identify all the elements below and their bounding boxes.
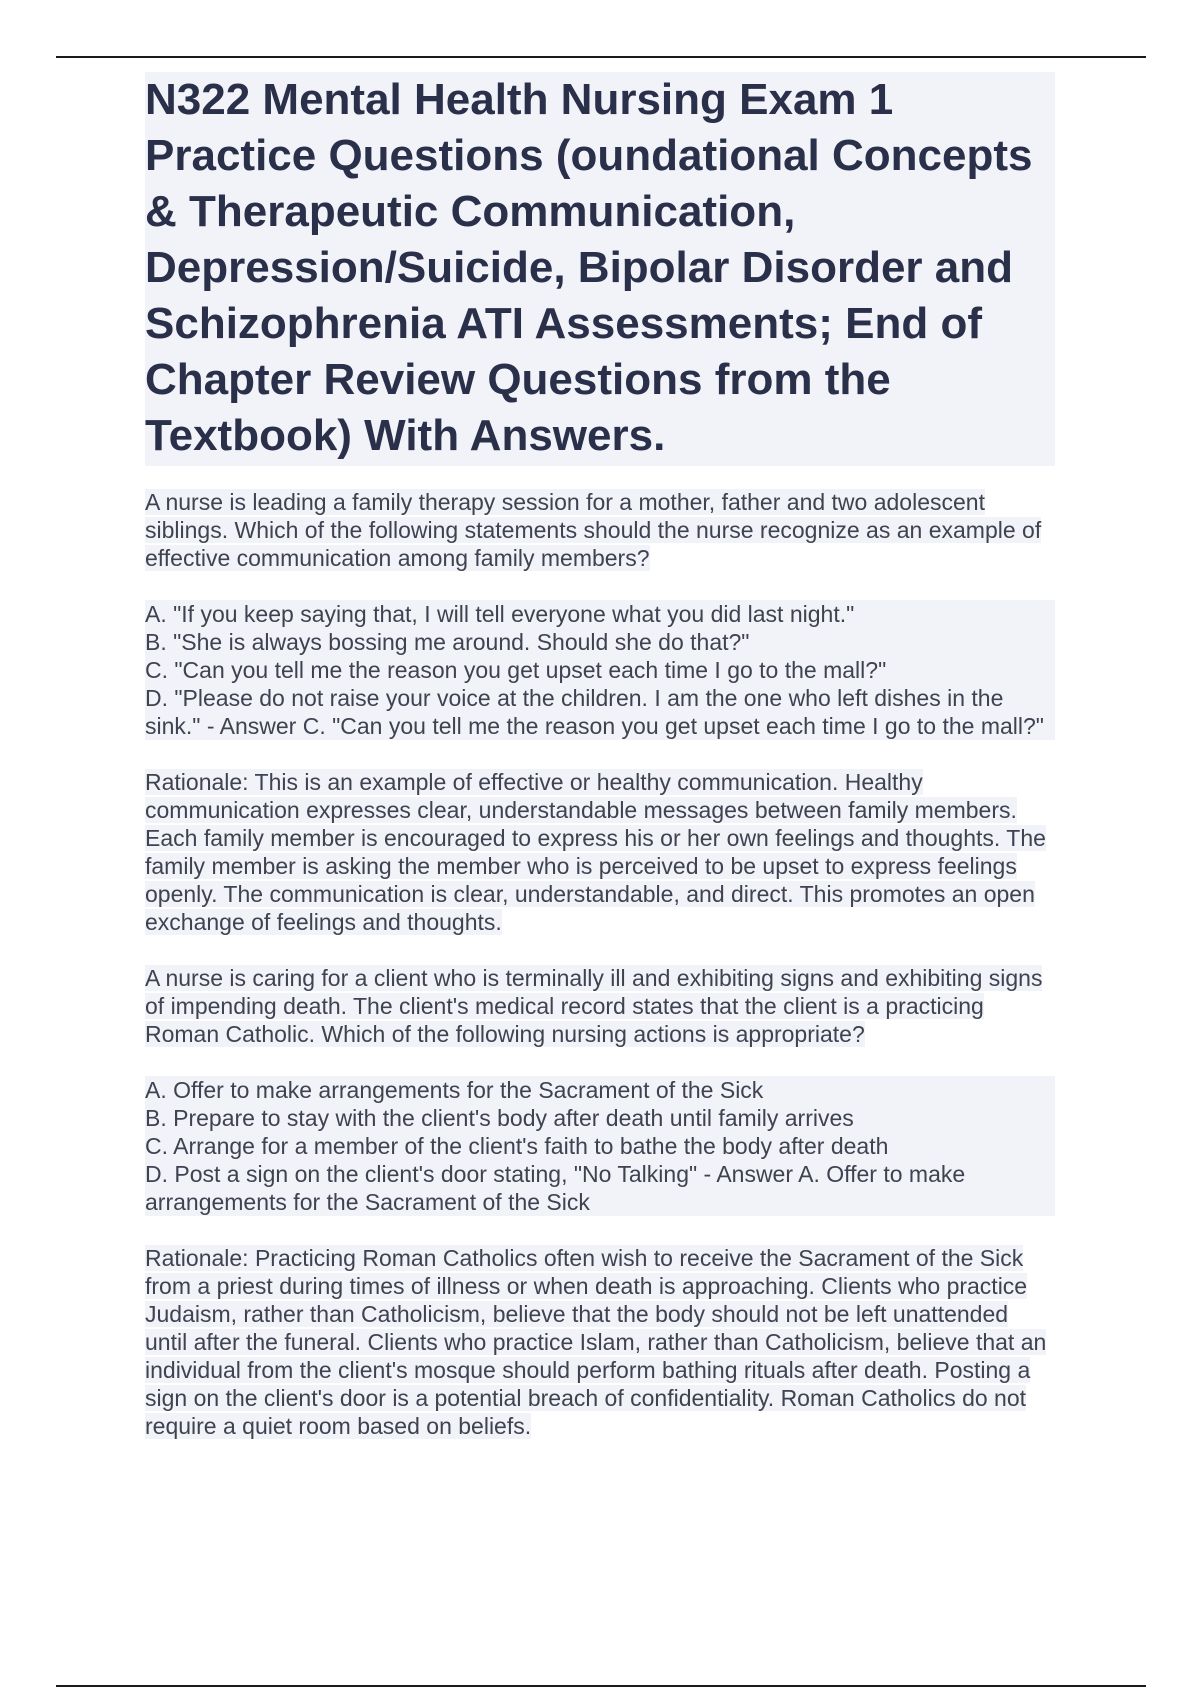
- option-b: B. "She is always bossing me around. Should she do that?": [145, 628, 1055, 656]
- option-a: A. Offer to make arrangements for the Sacrament of the Sick: [145, 1076, 1055, 1104]
- question-stem-text: A nurse is caring for a client who is terminally ill and exhibiting signs and exhibiting signs of impending death. The client's medical record states that the client is a practicing Roman Catholic. Which of the following nursing actions is appropriate?: [145, 965, 1043, 1047]
- question-2: [145, 964, 1055, 1440]
- option-d-with-answer: D. Post a sign on the client's door stating, "No Talking" - Answer A. Offer to make arrangements for the Sacrament of the Sick: [145, 1160, 1055, 1216]
- question-stem: [145, 488, 1055, 572]
- rationale-text: Rationale: This is an example of effective or healthy communication. Healthy communication expresses clear, understandable messages between family members. Each family member is encouraged to express his or her own feelings and thoughts. The family member is asking the member who is perceived to be upset to express feelings openly. The communication is clear, understandable, and direct. This promotes an open exchange of feelings and thoughts.: [145, 769, 1046, 935]
- option-c: C. Arrange for a member of the client's faith to bathe the body after death: [145, 1132, 1055, 1160]
- question-stem: [145, 964, 1055, 1048]
- option-c: C. "Can you tell me the reason you get upset each time I go to the mall?": [145, 656, 1055, 684]
- top-rule: [56, 56, 1146, 58]
- bottom-rule: [56, 1685, 1146, 1687]
- option-a: A. "If you keep saying that, I will tell everyone what you did last night.": [145, 600, 1055, 628]
- option-b: B. Prepare to stay with the client's body after death until family arrives: [145, 1104, 1055, 1132]
- answer-options: [145, 1076, 1055, 1216]
- document-body: [145, 72, 1055, 1468]
- rationale-text: Rationale: Practicing Roman Catholics often wish to receive the Sacrament of the Sick from a priest during times of illness or when death is approaching. Clients who practice Judaism, rather than Catholicism, believe that the body should not be left unattended until after the funeral. Clients who practice Islam, rather than Catholicism, believe that an individual from the client's mosque should perform bathing rituals after death. Posting a sign on the client's door is a potential breach of confidentiality. Roman Catholics do not require a quiet room based on beliefs.: [145, 1245, 1047, 1439]
- question-stem-text: A nurse is leading a family therapy session for a mother, father and two adolescent siblings. Which of the following statements should the nurse recognize as an example of effective communication among family members?: [145, 489, 1042, 571]
- rationale: [145, 1244, 1055, 1440]
- question-1: [145, 488, 1055, 936]
- document-title: N322 Mental Health Nursing Exam 1 Practice Questions (oundational Concepts & Therapeutic Communication, Depression/Suicide, Bipolar Disorder and Schizophrenia ATI Assessments; End of Chapter Review Questions from the Textbook) With Answers.: [145, 75, 1033, 460]
- title-block: [145, 72, 1055, 466]
- option-d-with-answer: D. "Please do not raise your voice at the children. I am the one who left dishes in the sink." - Answer C. "Can you tell me the reason you get upset each time I go to the mall?": [145, 684, 1055, 740]
- rationale: [145, 768, 1055, 936]
- answer-options: [145, 600, 1055, 740]
